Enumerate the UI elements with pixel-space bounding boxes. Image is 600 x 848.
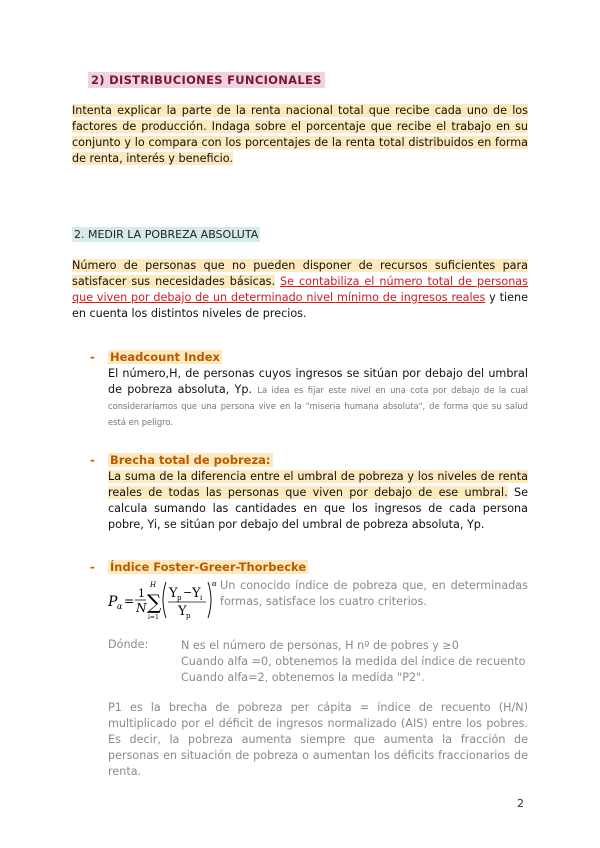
formula-n: N	[136, 601, 147, 615]
poverty-intro-tail: y tiene en cuenta los distintos niveles de precios.	[72, 291, 528, 320]
functional-paragraph	[72, 103, 528, 167]
donde-lines	[181, 638, 525, 686]
formula-one: 1	[138, 587, 145, 600]
formula-minus: −	[183, 586, 193, 599]
formula-den-yp: Y	[178, 604, 187, 619]
section-heading-functional: 2) DISTRIBUCIONES FUNCIONALES	[88, 72, 325, 88]
brecha-rest-text: Se calcula sumando las cantidades en que los ingresos de cada persona pobre, Yi, se sitúan por debajo del umbral de pobreza absoluta, Yp.	[108, 486, 529, 531]
formula-lhs: P	[108, 594, 118, 610]
formula-sigma: ∑	[147, 590, 162, 614]
fgt-heading	[90, 560, 308, 574]
formula-num-sub-p: p	[177, 594, 182, 602]
bullet-dash: -	[90, 350, 95, 364]
headcount-heading	[90, 350, 222, 364]
brecha-title: Brecha total de pobreza:	[110, 453, 271, 467]
poverty-intro-paragraph	[72, 258, 528, 322]
poverty-intro-highlight: Número de personas que no pueden disponer de recursos suficientes para satisfacer sus necesidades básicas.	[72, 259, 528, 288]
formula-sum-top: H	[150, 581, 157, 589]
brecha-highlight-text: La suma de la diferencia entre el umbral de pobreza y los niveles de renta reales de todas las personas que viven por debajo de ese umbral.	[108, 470, 528, 499]
headcount-body	[108, 366, 528, 430]
formula-left-paren	[163, 582, 166, 618]
headcount-title: Headcount Index	[110, 350, 220, 364]
fgt-description: Un conocido índice de pobreza que, en determinadas formas, satisface los cuatro criterios.	[220, 579, 528, 608]
formula-right-paren	[208, 582, 211, 618]
formula-lhs-sub: α	[117, 602, 123, 611]
formula-sum-bottom: i=1	[148, 614, 159, 621]
brecha-heading	[90, 453, 273, 467]
page-number: 2	[517, 797, 524, 810]
donde-line-2: Cuando alfa =0, obtenemos la medida del índice de recuento	[181, 655, 526, 668]
formula-num-yp: Y	[169, 586, 178, 601]
formula-num-yi: Y	[192, 586, 201, 601]
donde-line-1: N es el número de personas, H nº de pobres y ≥0	[181, 639, 459, 652]
donde-line-3: Cuando alfa=2, obtenemos la medida "P2".	[181, 671, 425, 684]
p1-explanation: P1 es la brecha de pobreza per cápita = índice de recuento (H/N) multiplicado por el déficit de ingresos normalizado (AIS) entre los pobres. Es decir, la pobreza aumenta siempre que aumenta la fracción de personas en situación de pobreza o aumentan los déficits fraccionarios de renta.	[108, 701, 528, 778]
formula-eq: =	[124, 594, 135, 608]
fgt-formula	[108, 578, 220, 624]
headcount-text: El número,H, de personas cuyos ingresos se sitúan por debajo del umbral de pobreza absoluta, Yp.	[108, 367, 528, 396]
poverty-intro-red-link: Se contabiliza el número total de personas que viven por debajo de un determinado nivel mínimo de ingresos reales	[72, 275, 528, 304]
functional-text: Intenta explicar la parte de la renta nacional total que recibe cada uno de los factores de producción. Indaga sobre el porcentaje que recibe el trabajo en su conjunto y lo compara con los porcentajes de la renta total distribuidos en forma de renta, interés y beneficio.	[72, 104, 528, 165]
bullet-dash: -	[90, 560, 95, 574]
section-heading-poverty: 2. MEDIR LA POBREZA ABSOLUTA	[74, 228, 259, 241]
formula-exp: α	[212, 580, 217, 588]
bullet-dash: -	[90, 453, 95, 467]
headcount-small-note: La idea es fijar este nivel en una cota por debajo de la cual consideraríamos que una persona vive en la "miseria humana absoluta", de forma que su salud está en peligro.	[108, 385, 528, 427]
formula-num-sub-i: i	[200, 594, 203, 602]
formula-den-sub-p: p	[186, 612, 191, 620]
fgt-title: Índice Foster-Greer-Thorbecke	[110, 560, 307, 574]
brecha-body	[108, 469, 528, 533]
donde-label: Dónde:	[108, 638, 149, 651]
